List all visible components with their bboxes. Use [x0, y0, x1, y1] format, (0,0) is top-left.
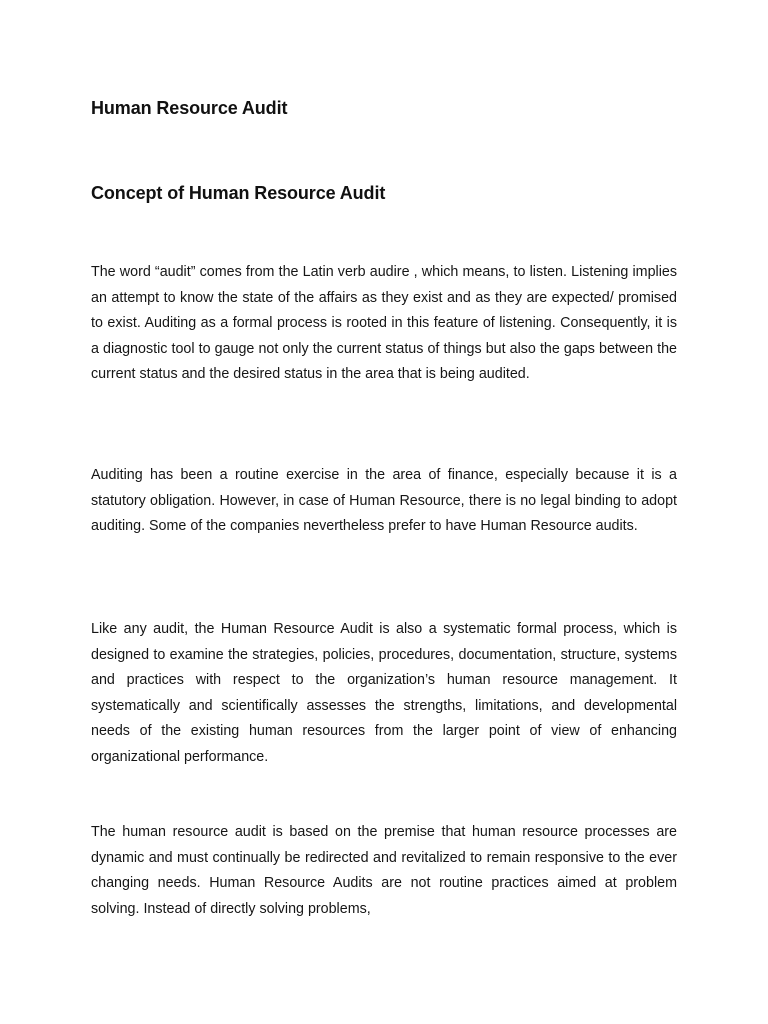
paragraph-audit-finance: Auditing has been a routine exercise in the area of finance, especially because it is a statutory obligation. However, in case of Human Resource, there is no legal binding to adopt auditing. Some of the companies nevertheless prefer to have Human Resource audits.	[91, 467, 677, 534]
section-heading: Concept of Human Resource Audit	[91, 183, 386, 203]
document-title: Human Resource Audit	[91, 98, 288, 118]
paragraph-audit-origin: The word “audit” comes from the Latin verb audire , which means, to listen. Listening implies an attempt to know the state of the affairs as they exist and as they are expected/ promised to exist. Auditing as a formal process is rooted in this feature of listening. Consequently, it is a diagnostic tool to gauge not only the current status of things but also the gaps between the current status and the desired status in the area that is being audited.	[91, 264, 677, 382]
paragraph-hr-audit-premise: The human resource audit is based on the premise that human resource processes are dynamic and must continually be redirected and revitalized to remain responsive to the ever changing needs. Human Resource Audits are not routine practices aimed at problem solving. Instead of directly solving problems,	[91, 824, 677, 917]
paragraph-hr-audit-process: Like any audit, the Human Resource Audit is also a systematic formal process, which is designed to examine the strategies, policies, procedures, documentation, structure, systems and practices with respect to the organization’s human resource management. It systematically and scientifically assesses the strengths, limitations, and developmental needs of the existing human resources from the larger point of view of enhancing organizational performance.	[91, 621, 677, 765]
